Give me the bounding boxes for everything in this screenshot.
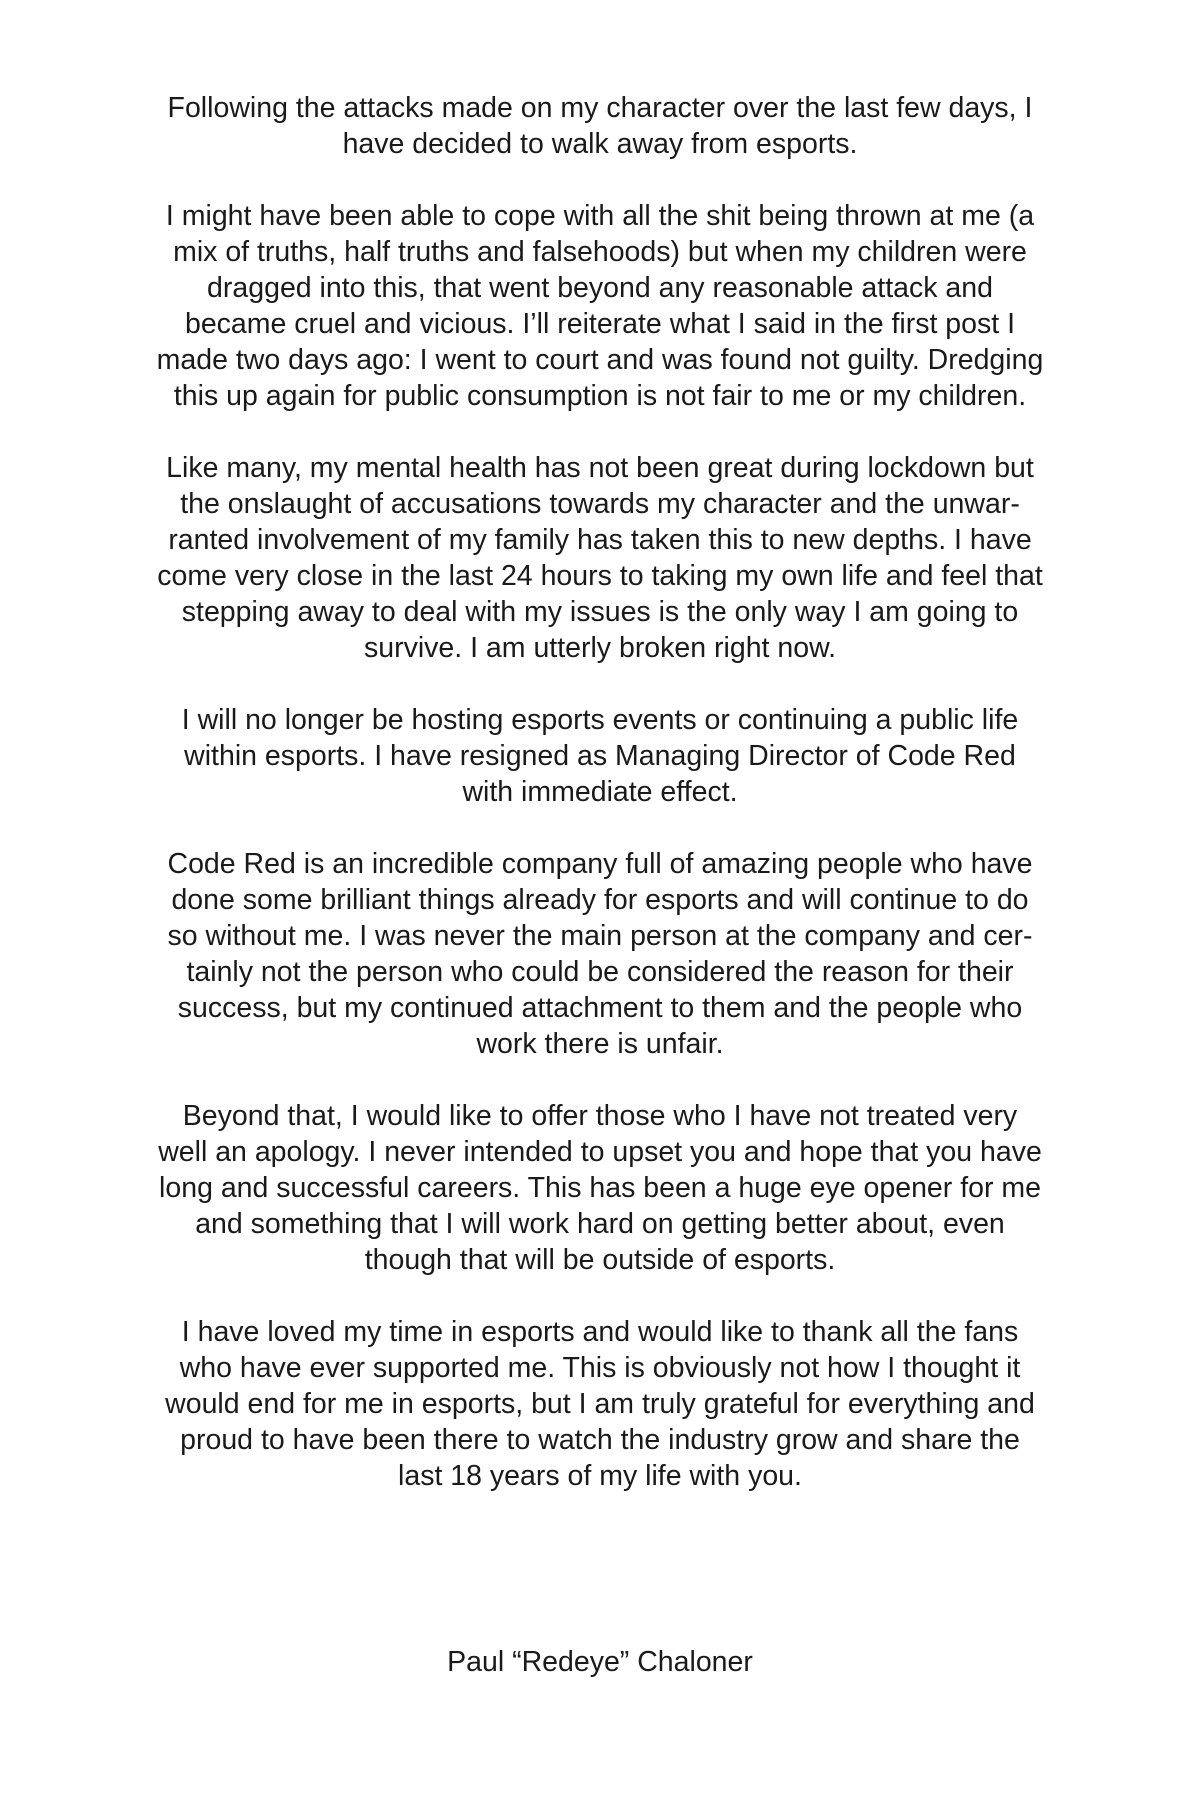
text-line: proud to have been there to watch the industry grow and share the — [180, 1424, 1020, 1456]
text-line: dragged into this, that went beyond any reasonable attack and — [207, 272, 993, 304]
text-line: who have ever supported me. This is obviously not how I thought it — [179, 1352, 1021, 1384]
text-line: and something that I will work hard on getting better about, even — [195, 1208, 1005, 1240]
paragraph-mental-health — [125, 450, 1075, 666]
text-line: with immediate effect. — [462, 776, 738, 808]
text-line: so without me. I was never the main person at the company and cer- — [167, 920, 1033, 952]
paragraph-thanks — [125, 1314, 1075, 1494]
text-line: success, but my continued attachment to them and the people who — [177, 992, 1023, 1024]
text-line: became cruel and vicious. I’ll reiterate what I said in the first post I — [184, 308, 1016, 340]
text-line: tainly not the person who could be considered the reason for their — [186, 956, 1014, 988]
paragraph-walk-away — [125, 90, 1075, 162]
text-line: Beyond that, I would like to offer those who I have not treated very — [182, 1100, 1018, 1132]
text-line: I might have been able to cope with all the shit being thrown at me (a — [165, 200, 1035, 232]
text-line: long and successful careers. This has been a huge eye opener for me — [159, 1172, 1041, 1204]
text-line: I have loved my time in esports and would like to thank all the fans — [181, 1316, 1019, 1348]
text-line: this up again for public consumption is not fair to me or my children. — [173, 380, 1027, 412]
text-line: Code Red is an incredible company full of amazing people who have — [167, 848, 1033, 880]
text-line: though that will be outside of esports. — [364, 1244, 836, 1276]
text-line: made two days ago: I went to court and was found not guilty. Dredging — [156, 344, 1044, 376]
text-line: Like many, my mental health has not been great during lockdown but — [166, 452, 1034, 484]
paragraph-apology — [125, 1098, 1075, 1278]
text-line: the onslaught of accusations towards my character and the unwar- — [180, 488, 1020, 520]
paragraph-resignation — [125, 702, 1075, 810]
text-line: mix of truths, half truths and falsehoods) but when my children were — [173, 236, 1027, 268]
statement-body — [125, 90, 1075, 1530]
text-line: survive. I am utterly broken right now. — [363, 632, 837, 664]
text-line: well an apology. I never intended to upset you and hope that you have — [158, 1136, 1042, 1168]
text-line: last 18 years of my life with you. — [398, 1460, 802, 1492]
text-line: work there is unfair. — [476, 1028, 724, 1060]
text-line: stepping away to deal with my issues is the only way I am going to — [181, 596, 1019, 628]
paragraph-children — [125, 198, 1075, 414]
text-line: ranted involvement of my family has taken this to new depths. I have — [168, 524, 1032, 556]
text-line: I will no longer be hosting esports events or continuing a public life — [181, 704, 1019, 736]
text-line: come very close in the last 24 hours to taking my own life and feel that — [157, 560, 1043, 592]
text-line: have decided to walk away from esports. — [342, 128, 858, 160]
text-line: would end for me in esports, but I am truly grateful for everything and — [165, 1388, 1035, 1420]
text-line: within esports. I have resigned as Managing Director of Code Red — [184, 740, 1016, 772]
text-line: done some brilliant things already for esports and will continue to do — [171, 884, 1029, 916]
text-line: Following the attacks made on my character over the last few days, I — [167, 92, 1033, 124]
paragraph-code-red — [125, 846, 1075, 1062]
signature: Paul “Redeye” Chaloner — [447, 1646, 753, 1678]
